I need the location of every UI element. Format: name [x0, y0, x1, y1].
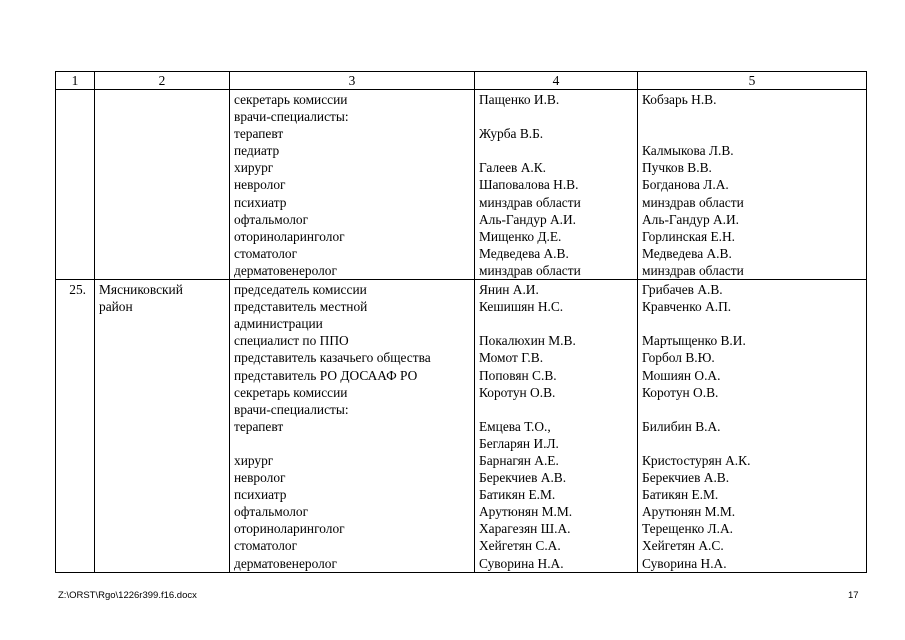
reserve-member-cell: [638, 90, 867, 280]
cell-line: Журба В.Б.: [479, 126, 544, 142]
cell-line: Аль-Гандур А.И.: [642, 211, 740, 227]
cell-line: минздрав области: [479, 262, 581, 278]
cell-line: невролог: [234, 177, 286, 193]
cell-line: стоматолог: [234, 245, 298, 261]
cell-line: Хейгетян А.С.: [642, 538, 724, 554]
cell-line: специалист по ППО: [234, 333, 349, 349]
cell-line: представитель казачьего общества: [234, 350, 431, 366]
cell-line: [642, 315, 862, 332]
cell-line: педиатр: [234, 143, 280, 159]
header-cell-5: 5: [638, 72, 867, 90]
cell-line: Барнагян А.Е.: [479, 452, 559, 468]
member-cell: [475, 90, 638, 280]
cell-line: [642, 435, 862, 452]
cell-line: [234, 435, 470, 452]
cell-line: [479, 108, 633, 125]
cell-line: офтальмолог: [234, 211, 309, 227]
cell-line: представитель местной: [234, 299, 368, 315]
row-number: 25.: [56, 280, 95, 573]
cell-line: администрации: [234, 316, 323, 332]
cell-line: Харагезян Ш.А.: [479, 521, 571, 537]
role-cell: [230, 280, 475, 573]
cell-line: секретарь комиссии: [234, 384, 348, 400]
cell-line: Бегларян И.Л.: [479, 435, 559, 451]
cell-line: невролог: [234, 470, 286, 486]
cell-line: Суворина Н.А.: [479, 555, 564, 571]
header-row: [56, 72, 867, 90]
cell-line: [479, 401, 633, 418]
cell-line: врачи-специалисты:: [234, 401, 349, 417]
cell-line: минздрав области: [479, 194, 581, 210]
role-cell: [230, 90, 475, 280]
cell-line: Калмыкова Л.В.: [642, 143, 734, 159]
cell-line: Емцева Т.О.,: [479, 418, 551, 434]
cell-line: Арутюнян М.М.: [642, 504, 736, 520]
cell-line: Батикян Е.М.: [479, 487, 556, 503]
cell-line: Покалюхин М.В.: [479, 333, 576, 349]
commission-table: [55, 71, 867, 573]
header-cell-4: 4: [475, 72, 638, 90]
footer-page-number: 17: [848, 590, 859, 601]
cell-line: Мошиян О.А.: [642, 367, 721, 383]
cell-line: Поповян С.В.: [479, 367, 557, 383]
cell-line: Берекчиев А.В.: [479, 470, 567, 486]
cell-line: Суворина Н.А.: [642, 555, 727, 571]
cell-line: Терещенко Л.А.: [642, 521, 733, 537]
cell-line: Янин А.И.: [479, 282, 539, 298]
cell-line: хирург: [234, 452, 274, 468]
member-cell: [475, 280, 638, 573]
cell-line: Горлинская Е.Н.: [642, 228, 736, 244]
cell-line: психиатр: [234, 487, 287, 503]
cell-line: Медведева А.В.: [479, 245, 569, 261]
cell-line: секретарь комиссии: [234, 92, 348, 107]
cell-line: Мищенко Д.Е.: [479, 228, 562, 244]
cell-line: минздрав области: [642, 262, 744, 278]
cell-line: Кобзарь Н.В.: [642, 92, 717, 107]
cell-line: Батикян Е.М.: [642, 487, 719, 503]
cell-line: Кристостурян А.К.: [642, 452, 751, 468]
cell-line: оториноларинголог: [234, 521, 345, 537]
cell-line: Билибин В.А.: [642, 418, 721, 434]
cell-line: Медведева А.В.: [642, 245, 732, 261]
header-cell-3: 3: [230, 72, 475, 90]
cell-line: хирург: [234, 160, 274, 176]
cell-line: стоматолог: [234, 538, 298, 554]
row-number: [56, 90, 95, 280]
cell-line: Горбол В.Ю.: [642, 350, 715, 366]
cell-line: Кешишян Н.С.: [479, 299, 564, 315]
cell-line: психиатр: [234, 194, 287, 210]
cell-line: Момот Г.В.: [479, 350, 544, 366]
cell-line: Кравченко А.П.: [642, 299, 732, 315]
reserve-member-cell: [638, 280, 867, 573]
cell-line: представитель РО ДОСААФ РО: [234, 367, 418, 383]
cell-line: Мясниковский: [99, 282, 183, 298]
cell-line: район: [99, 299, 133, 315]
cell-line: Галеев А.К.: [479, 160, 547, 176]
cell-line: офтальмолог: [234, 504, 309, 520]
cell-line: оториноларинголог: [234, 228, 345, 244]
district-cell: [95, 280, 230, 573]
cell-line: дерматовенеролог: [234, 262, 337, 278]
cell-line: дерматовенеролог: [234, 555, 337, 571]
cell-line: Пащенко И.В.: [479, 92, 560, 107]
cell-line: Грибачев А.В.: [642, 282, 723, 298]
header-cell-2: 2: [95, 72, 230, 90]
cell-line: Мартыщенко В.И.: [642, 333, 746, 349]
cell-line: Пучков В.В.: [642, 160, 712, 176]
cell-line: Шаповалова Н.В.: [479, 177, 579, 193]
table-row: [56, 90, 867, 280]
cell-line: [479, 142, 633, 159]
table-row: [56, 280, 867, 573]
cell-line: Коротун О.В.: [479, 384, 556, 400]
cell-line: Богданова Л.А.: [642, 177, 729, 193]
cell-line: [642, 108, 862, 125]
cell-line: Аль-Гандур А.И.: [479, 211, 577, 227]
header-cell-1: 1: [56, 72, 95, 90]
cell-line: Коротун О.В.: [642, 384, 719, 400]
cell-line: терапевт: [234, 418, 284, 434]
cell-line: Берекчиев А.В.: [642, 470, 730, 486]
cell-line: терапевт: [234, 126, 284, 142]
cell-line: Хейгетян С.А.: [479, 538, 561, 554]
footer-file-path: Z:\ORST\Rgo\1226r399.f16.docx: [58, 590, 197, 601]
district-cell: [95, 90, 230, 280]
cell-line: минздрав области: [642, 194, 744, 210]
cell-line: [642, 125, 862, 142]
cell-line: председатель комиссии: [234, 282, 367, 298]
cell-line: врачи-специалисты:: [234, 109, 349, 125]
cell-line: [479, 315, 633, 332]
cell-line: [642, 401, 862, 418]
cell-line: Арутюнян М.М.: [479, 504, 573, 520]
